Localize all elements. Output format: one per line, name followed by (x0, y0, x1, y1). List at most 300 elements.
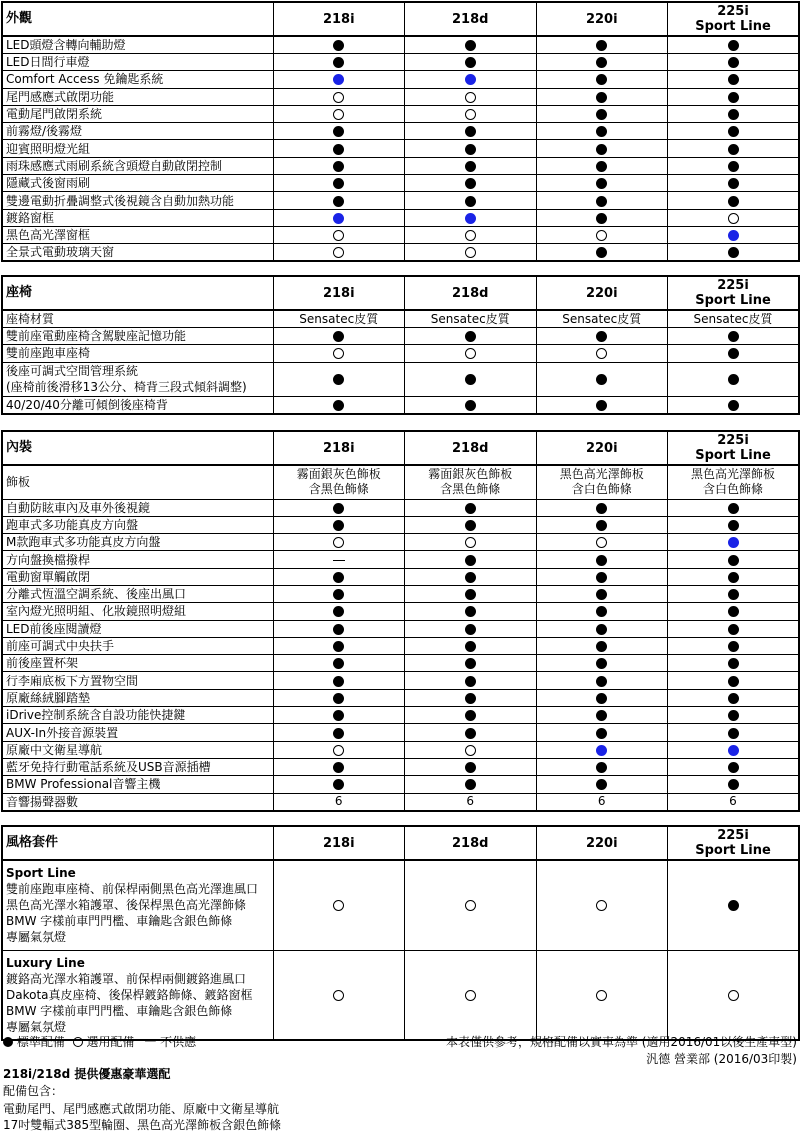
cell (668, 603, 800, 620)
cell (668, 192, 800, 209)
package-description: 雙前座跑車座椅、前保桿兩側黑色高光澤進風口 黑色高光澤水箱護罩、後保桿黑色高光澤飾條 BMW 字樣前車門門檻、車鑰匙含銀色飾條 專屬氣氛燈 (6, 882, 259, 945)
cell (273, 123, 405, 140)
cell (536, 551, 668, 568)
standard-dot-icon (728, 247, 739, 258)
table-row (2, 71, 799, 88)
optional-circle-icon (596, 900, 607, 911)
table-row (2, 568, 799, 585)
standard-dot-icon (333, 710, 344, 721)
cell (536, 516, 668, 533)
cell (405, 860, 537, 950)
row-label: 雙前座跑車座椅 (2, 345, 273, 362)
disclaimer-note: 本表僅供參考，規格配備以實車為準 (適用2016/01以後生產車型) (445, 1035, 797, 1049)
standard-dot-icon (465, 728, 476, 739)
row-label: 後座可調式空間管理系統 (座椅前後滑移13公分、椅背三段式傾斜調整) (2, 362, 273, 396)
cell (668, 860, 800, 950)
standard-dot-icon (728, 331, 739, 342)
legend (3, 1034, 196, 1050)
table-row (2, 54, 799, 71)
model-header: 225i Sport Line (668, 2, 800, 36)
optional-circle-icon (465, 92, 476, 103)
table-row (2, 603, 799, 620)
standard-dot-icon (596, 74, 607, 85)
row-label: 迎賓照明燈光組 (2, 140, 273, 157)
model-header: 218d (405, 431, 537, 465)
row-label: iDrive控制系統含自設功能快捷鍵 (2, 707, 273, 724)
promo-line-2: 17吋雙輻式385型輪圈、黑色高光澤飾板含銀色飾條 (3, 1118, 282, 1132)
promo-title: 218i/218d 提供優惠豪華選配 (3, 1067, 171, 1081)
cell (273, 36, 405, 54)
cell (536, 123, 668, 140)
standard-dot-icon (596, 126, 607, 137)
optional-circle-icon (465, 230, 476, 241)
cell (405, 758, 537, 775)
cell (405, 724, 537, 741)
cell (273, 860, 405, 950)
cell (273, 157, 405, 174)
standard-dot-icon (333, 658, 344, 669)
row-label: 雙邊電動折疊調整式後視鏡含自動加熱功能 (2, 192, 273, 209)
optional-circle-icon (596, 230, 607, 241)
cell (273, 175, 405, 192)
cell (668, 724, 800, 741)
model-header: 225i Sport Line (668, 431, 800, 465)
cell (536, 209, 668, 226)
cell (273, 516, 405, 533)
standard-dot-icon (596, 374, 607, 385)
cell (273, 499, 405, 516)
model-header: 225i Sport Line (668, 826, 800, 860)
standard-dot-icon (333, 161, 344, 172)
cell (668, 157, 800, 174)
cell (405, 516, 537, 533)
standard-dot-icon (728, 693, 739, 704)
standard-dot-icon (465, 589, 476, 600)
cell (668, 244, 800, 262)
cell (536, 226, 668, 243)
table-row (2, 175, 799, 192)
row-label: AUX-In外接音源裝置 (2, 724, 273, 741)
table-row (2, 655, 799, 672)
cell (668, 516, 800, 533)
standard-dot-icon (596, 624, 607, 635)
standard-dot-icon (728, 374, 739, 385)
row-label: 前後座置杯架 (2, 655, 273, 672)
cell (273, 192, 405, 209)
cell (405, 244, 537, 262)
row-label: LED前後座閱讀燈 (2, 620, 273, 637)
cell (536, 741, 668, 758)
standard-dot-icon (465, 40, 476, 51)
cell (668, 534, 800, 551)
model-header: 218d (405, 2, 537, 36)
standard-dot-icon (465, 624, 476, 635)
row-label: 黑色高光澤窗框 (2, 226, 273, 243)
row-label: 40/20/40分離可傾倒後座椅背 (2, 396, 273, 414)
standard-dot-icon (728, 126, 739, 137)
table-row (2, 140, 799, 157)
cell-text: 6 (405, 793, 537, 811)
cell (405, 534, 537, 551)
standard-dot-icon (596, 693, 607, 704)
table-row (2, 105, 799, 122)
blue-dot-icon (465, 213, 476, 224)
cell (668, 707, 800, 724)
cell (536, 860, 668, 950)
standard-dot-icon (728, 555, 739, 566)
standard-dot-icon (728, 348, 739, 359)
row-label: 跑車式多功能真皮方向盤 (2, 516, 273, 533)
table-row (2, 707, 799, 724)
cell (668, 345, 800, 362)
table-row (2, 860, 799, 950)
standard-dot-icon (728, 900, 739, 911)
optional-circle-icon (333, 247, 344, 258)
standard-dot-icon (728, 779, 739, 790)
cell (405, 36, 537, 54)
package-name: Luxury Line (6, 955, 85, 970)
standard-dot-icon (728, 503, 739, 514)
row-label: LED日間行車燈 (2, 54, 273, 71)
cell (273, 637, 405, 654)
cell (536, 637, 668, 654)
cell (536, 157, 668, 174)
standard-dot-icon (728, 178, 739, 189)
optional-circle-icon (73, 1037, 83, 1047)
cell (668, 551, 800, 568)
blue-dot-icon (596, 745, 607, 756)
standard-dot-icon (333, 762, 344, 773)
row-label: 前霧燈/後霧燈 (2, 123, 273, 140)
cell (405, 328, 537, 345)
cell-text: 黑色高光澤飾板 含白色飾條 (668, 465, 800, 499)
cell (273, 71, 405, 88)
standard-dot-icon (333, 779, 344, 790)
blue-dot-icon (728, 230, 739, 241)
blue-dot-icon (465, 74, 476, 85)
standard-dot-icon (333, 589, 344, 600)
cell (668, 36, 800, 54)
blue-dot-icon (728, 745, 739, 756)
standard-dot-icon (465, 641, 476, 652)
cell (536, 672, 668, 689)
row-label: 飾板 (2, 465, 273, 499)
cell (405, 54, 537, 71)
standard-dot-icon (728, 606, 739, 617)
table-row (2, 465, 799, 499)
standard-dot-icon (465, 374, 476, 385)
standard-dot-icon (596, 57, 607, 68)
standard-dot-icon (728, 762, 739, 773)
standard-dot-icon (333, 400, 344, 411)
table-row (2, 36, 799, 54)
cell-text: Sensatec皮質 (536, 310, 668, 328)
cell (273, 105, 405, 122)
standard-dot-icon (465, 710, 476, 721)
row-label: 鍍鉻窗框 (2, 209, 273, 226)
standard-dot-icon (465, 161, 476, 172)
standard-dot-icon (465, 178, 476, 189)
not-available-dash-icon (333, 560, 345, 561)
standard-dot-icon (596, 213, 607, 224)
standard-dot-icon (596, 144, 607, 155)
standard-dot-icon (596, 641, 607, 652)
row-label: 行李廂底板下方置物空間 (2, 672, 273, 689)
standard-dot-icon (596, 779, 607, 790)
standard-dot-icon (333, 374, 344, 385)
cell (536, 328, 668, 345)
standard-dot-icon (333, 572, 344, 583)
cell (668, 140, 800, 157)
cell (273, 534, 405, 551)
cell (273, 655, 405, 672)
cell (405, 226, 537, 243)
row-label: 方向盤換檔撥桿 (2, 551, 273, 568)
model-header: 218d (405, 276, 537, 310)
cell (536, 396, 668, 414)
standard-dot-icon (333, 676, 344, 687)
row-label: 雙前座電動座椅含駕駛座記憶功能 (2, 328, 273, 345)
standard-dot-icon (333, 40, 344, 51)
standard-dot-icon (728, 641, 739, 652)
standard-dot-icon (596, 161, 607, 172)
table-row (2, 637, 799, 654)
table-row (2, 499, 799, 516)
cell (273, 226, 405, 243)
optional-circle-icon (596, 348, 607, 359)
optional-circle-icon (333, 92, 344, 103)
cell (536, 776, 668, 793)
standard-dot-icon (728, 161, 739, 172)
optional-circle-icon (596, 537, 607, 548)
standard-dot-icon (596, 606, 607, 617)
cell (536, 105, 668, 122)
standard-dot-icon (465, 144, 476, 155)
standard-dot-icon (596, 178, 607, 189)
cell (273, 776, 405, 793)
cell (536, 244, 668, 262)
promo-line-1: 電動尾門、尾門感應式啟閉功能、原廠中文衛星導航 (3, 1102, 280, 1116)
cell (668, 620, 800, 637)
table-row (2, 741, 799, 758)
row-label: 藍牙免持行動電話系統及USB音源插槽 (2, 758, 273, 775)
optional-circle-icon (333, 537, 344, 548)
cell (273, 672, 405, 689)
promo-intro: 配備包含： (3, 1084, 64, 1098)
table-row (2, 396, 799, 414)
cell (668, 672, 800, 689)
cell (405, 345, 537, 362)
legend-none: 一 不供應 (144, 1035, 197, 1049)
standard-dot-icon (465, 503, 476, 514)
cell (273, 551, 405, 568)
cell (273, 345, 405, 362)
cell (273, 244, 405, 262)
standard-dot-icon (333, 606, 344, 617)
optional-circle-icon (728, 213, 739, 224)
row-label: 前座可調式中央扶手 (2, 637, 273, 654)
optional-circle-icon (333, 745, 344, 756)
cell (273, 362, 405, 396)
standard-dot-icon (465, 606, 476, 617)
standard-dot-icon (596, 400, 607, 411)
cell (536, 362, 668, 396)
standard-dot-icon (333, 728, 344, 739)
cell (273, 54, 405, 71)
cell (668, 71, 800, 88)
cell (668, 689, 800, 706)
cell (536, 499, 668, 516)
section-title: 座椅 (2, 276, 273, 310)
cell (405, 105, 537, 122)
cell (668, 54, 800, 71)
cell (668, 758, 800, 775)
table-row (2, 123, 799, 140)
standard-dot-icon (728, 624, 739, 635)
cell (668, 568, 800, 585)
cell-text: 6 (273, 793, 405, 811)
model-header: 218i (273, 276, 405, 310)
row-label: 音響揚聲器數 (2, 793, 273, 811)
row-label: 自動防眩車內及車外後視鏡 (2, 499, 273, 516)
standard-dot-icon (596, 676, 607, 687)
standard-dot-icon (333, 144, 344, 155)
cell (273, 396, 405, 414)
cell (405, 396, 537, 414)
standard-dot-icon (465, 658, 476, 669)
package-cell (2, 950, 273, 1040)
table-row (2, 88, 799, 105)
cell-text: 6 (536, 793, 668, 811)
cell (536, 534, 668, 551)
optional-circle-icon (596, 990, 607, 1001)
standard-dot-icon (465, 331, 476, 342)
cell (536, 140, 668, 157)
row-label: 原廠絲絨腳踏墊 (2, 689, 273, 706)
standard-dot-icon (728, 40, 739, 51)
cell (668, 499, 800, 516)
table-row (2, 724, 799, 741)
cell (405, 175, 537, 192)
cell (668, 950, 800, 1040)
section-header (2, 431, 799, 465)
cell (273, 585, 405, 602)
cell (536, 54, 668, 71)
cell (668, 396, 800, 414)
cell (536, 585, 668, 602)
section-header (2, 826, 799, 860)
standard-dot-icon (728, 74, 739, 85)
cell (273, 328, 405, 345)
cell (536, 192, 668, 209)
standard-dot-icon (333, 178, 344, 189)
table-row (2, 620, 799, 637)
cell (536, 568, 668, 585)
optional-circle-icon (465, 990, 476, 1001)
standard-dot-icon (596, 92, 607, 103)
standard-dot-icon (3, 1037, 13, 1047)
model-header: 218i (273, 2, 405, 36)
cell (273, 758, 405, 775)
table-row (2, 157, 799, 174)
optional-circle-icon (333, 109, 344, 120)
row-label: 尾門感應式啟閉功能 (2, 88, 273, 105)
cell (273, 724, 405, 741)
row-label: 雨珠感應式雨刷系統含頭燈自動啟閉控制 (2, 157, 273, 174)
standard-dot-icon (465, 572, 476, 583)
standard-dot-icon (465, 779, 476, 790)
standard-dot-icon (728, 572, 739, 583)
row-label: 室內燈光照明組、化妝鏡照明燈組 (2, 603, 273, 620)
optional-circle-icon (333, 900, 344, 911)
section-title: 內裝 (2, 431, 273, 465)
cell (273, 568, 405, 585)
cell (273, 707, 405, 724)
standard-dot-icon (728, 57, 739, 68)
standard-dot-icon (596, 40, 607, 51)
row-label: LED頭燈含轉向輔助燈 (2, 36, 273, 54)
spec-table-0 (1, 1, 800, 262)
row-label: M款跑車式多功能真皮方向盤 (2, 534, 273, 551)
model-header: 220i (536, 276, 668, 310)
model-header: 220i (536, 431, 668, 465)
standard-dot-icon (596, 589, 607, 600)
cell (536, 603, 668, 620)
optional-circle-icon (465, 109, 476, 120)
optional-circle-icon (728, 990, 739, 1001)
table-row (2, 534, 799, 551)
standard-dot-icon (465, 400, 476, 411)
cell (405, 123, 537, 140)
cell (536, 88, 668, 105)
cell (536, 36, 668, 54)
cell (273, 88, 405, 105)
standard-dot-icon (728, 196, 739, 207)
table-row (2, 209, 799, 226)
table-row (2, 244, 799, 262)
standard-dot-icon (333, 503, 344, 514)
cell (668, 585, 800, 602)
cell-text: 霧面銀灰色飾板 含黑色飾條 (405, 465, 537, 499)
model-header: 218i (273, 431, 405, 465)
cell (405, 637, 537, 654)
cell-text: 黑色高光澤飾板 含白色飾條 (536, 465, 668, 499)
standard-dot-icon (333, 196, 344, 207)
cell (536, 707, 668, 724)
standard-dot-icon (596, 503, 607, 514)
standard-dot-icon (465, 762, 476, 773)
cell (405, 950, 537, 1040)
standard-dot-icon (596, 520, 607, 531)
row-label: 分離式恆溫空調系統、後座出風口 (2, 585, 273, 602)
cell (405, 499, 537, 516)
model-header: 220i (536, 2, 668, 36)
cell (273, 741, 405, 758)
cell (405, 71, 537, 88)
cell (405, 620, 537, 637)
table-row (2, 672, 799, 689)
legend-optional: 選用配備 (86, 1035, 135, 1049)
optional-circle-icon (465, 247, 476, 258)
standard-dot-icon (596, 762, 607, 773)
standard-dot-icon (728, 710, 739, 721)
cell (536, 655, 668, 672)
standard-dot-icon (465, 57, 476, 68)
optional-circle-icon (465, 537, 476, 548)
section-title: 風格套件 (2, 826, 273, 860)
standard-dot-icon (596, 109, 607, 120)
cell (536, 689, 668, 706)
